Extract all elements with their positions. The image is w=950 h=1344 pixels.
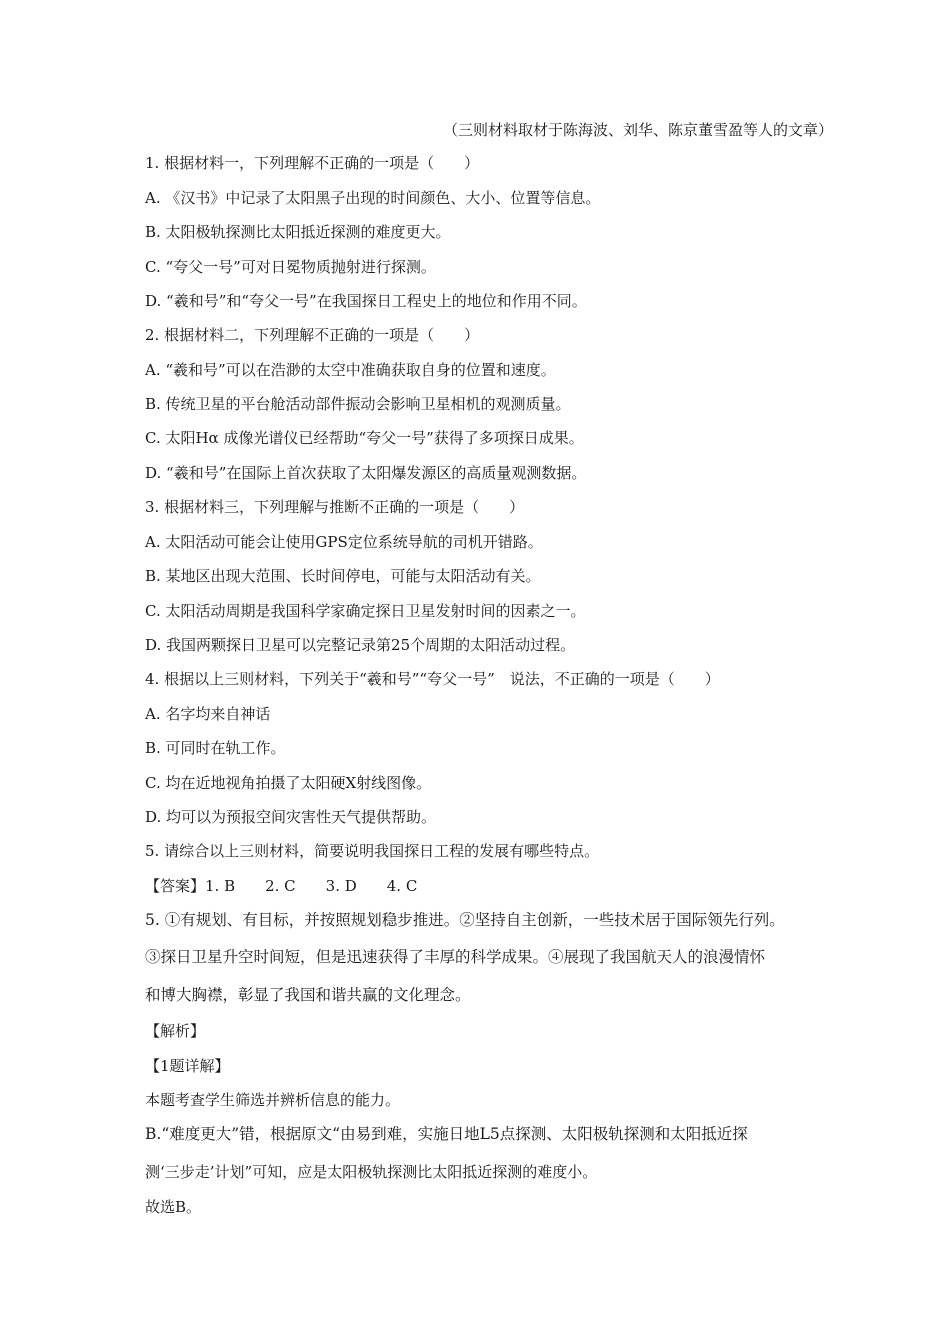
question-4-stem: 4. 根据以上三则材料，下列关于“羲和号”“夸父一号” 说法，不正确的一项是（ ） <box>145 670 720 688</box>
detail-line-3: 测‘三步走’计划”可知，应是太阳极轨探测比太阳抵近探测的难度小。 <box>145 1163 598 1181</box>
question-2-stem: 2. 根据材料二，下列理解不正确的一项是（ ） <box>145 326 480 344</box>
question-1-option-c: C. “夸父一号”可对日冕物质抛射进行探测。 <box>145 258 436 276</box>
answer-5-line-3: 和博大胸襟，彰显了我国和谐共赢的文化理念。 <box>145 986 471 1004</box>
source-note: （三则材料取材于陈海波、刘华、陈京董雪盈等人的文章） <box>442 121 833 139</box>
question-3-option-a: A. 太阳活动可能会让使用GPS定位系统导航的司机开错路。 <box>145 533 543 551</box>
question-3-option-d: D. 我国两颗探日卫星可以完整记录第25个周期的太阳活动过程。 <box>145 636 576 654</box>
detail-line-2: B.“难度更大”错，根据原文“由易到难，实施日地L5点探测、太阳极轨探测和太阳抵近探 <box>145 1125 748 1143</box>
question-5-stem: 5. 请综合以上三则材料，简要说明我国探日工程的发展有哪些特点。 <box>145 842 600 860</box>
question-2-option-a: A. “羲和号”可以在浩渺的太空中准确获取自身的位置和速度。 <box>145 361 556 379</box>
question-1-option-b: B. 太阳极轨探测比太阳抵近探测的难度更大。 <box>145 223 451 241</box>
question-2-option-d: D. “羲和号”在国际上首次获取了太阳爆发源区的高质量观测数据。 <box>145 464 587 482</box>
question-4-option-c: C. 均在近地视角拍摄了太阳硬X射线图像。 <box>145 774 432 792</box>
question-1-option-d: D. “羲和号”和“夸父一号”在我国探日工程史上的地位和作用不同。 <box>145 292 587 310</box>
detail-heading: 【1题详解】 <box>145 1057 230 1075</box>
question-4-option-a: A. 名字均来自神话 <box>145 705 271 723</box>
question-3-option-c: C. 太阳活动周期是我国科学家确定探日卫星发射时间的因素之一。 <box>145 602 586 620</box>
question-1-stem: 1. 根据材料一，下列理解不正确的一项是（ ） <box>145 154 480 172</box>
question-3-stem: 3. 根据材料三，下列理解与推断不正确的一项是（ ） <box>145 498 525 516</box>
answer-line: 【答案】1. B 2. C 3. D 4. C <box>145 877 418 895</box>
answer-5-line-2: ③探日卫星升空时间短，但是迅速获得了丰厚的科学成果。④展现了我国航天人的浪漫情怀 <box>145 948 766 966</box>
question-2-option-c: C. 太阳Hα 成像光谱仪已经帮助“夸父一号”获得了多项探日成果。 <box>145 429 584 447</box>
question-4-option-d: D. 均可以为预报空间灾害性天气提供帮助。 <box>145 808 437 826</box>
question-3-option-b: B. 某地区出现大范围、长时间停电，可能与太阳活动有关。 <box>145 567 541 585</box>
analysis-heading: 【解析】 <box>145 1022 206 1040</box>
detail-line-1: 本题考查学生筛选并辨析信息的能力。 <box>145 1091 401 1109</box>
question-2-option-b: B. 传统卫星的平台舱活动部件振动会影响卫星相机的观测质量。 <box>145 395 571 413</box>
question-1-option-a: A. 《汉书》中记录了太阳黑子出现的时间颜色、大小、位置等信息。 <box>145 189 601 207</box>
detail-line-4: 故选B。 <box>145 1198 202 1216</box>
question-4-option-b: B. 可同时在轨工作。 <box>145 739 286 757</box>
answer-5-line-1: 5. ①有规划、有目标，并按照规划稳步推进。②坚持自主创新，一些技术居于国际领先行列。 <box>145 911 785 929</box>
